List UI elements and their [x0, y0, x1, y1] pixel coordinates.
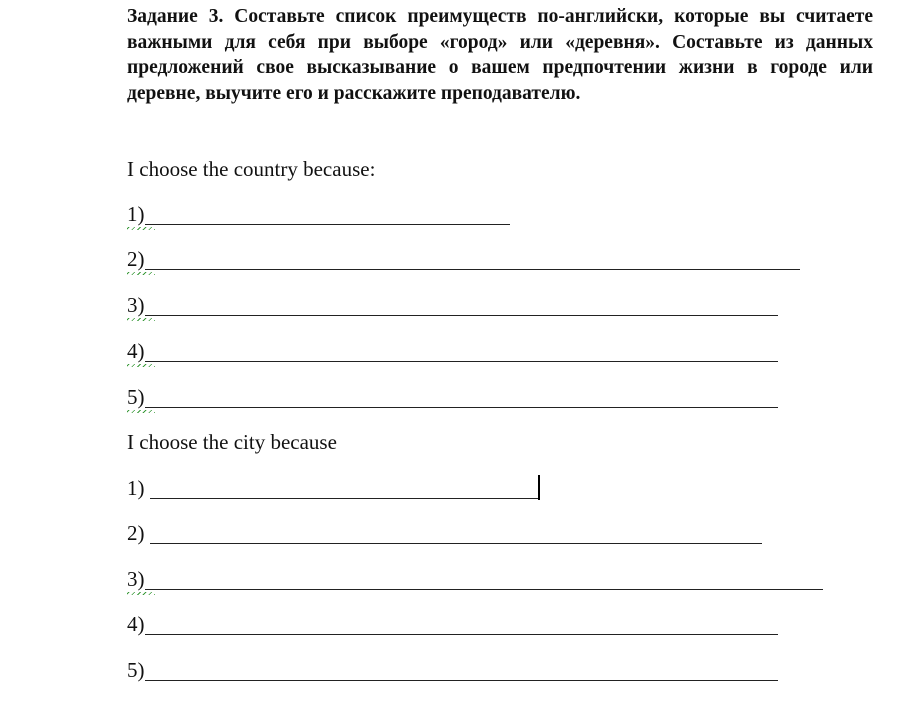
country-answer-3	[127, 291, 778, 317]
city-heading: I choose the city because	[127, 430, 337, 454]
task-text: Составьте список преимуществ по-английски, которые вы считаете важными для себя при выборе «город» или «деревня». Составьте из данных предложений свое высказывание о вашем предпочтении жизни в городе или деревне, выучите его и расскажите преподавателю.	[127, 6, 873, 104]
country-answer-4	[127, 337, 778, 363]
answer-line[interactable]	[145, 339, 778, 362]
answer-line[interactable]	[150, 476, 538, 499]
answer-line[interactable]	[145, 247, 800, 270]
answer-number: 4)	[127, 339, 145, 363]
answer-line[interactable]	[145, 567, 823, 590]
answer-number: 1)	[127, 476, 150, 500]
answer-number: 1)	[127, 202, 145, 226]
city-answer-5	[127, 656, 778, 682]
answer-number: 5)	[127, 385, 145, 409]
answer-line[interactable]	[145, 385, 778, 408]
task-label: Задание 3.	[127, 6, 224, 27]
answer-line[interactable]	[145, 658, 778, 681]
country-heading: I choose the country because:	[127, 157, 376, 181]
answer-line[interactable]	[145, 293, 778, 316]
city-answer-4	[127, 610, 778, 636]
answer-line[interactable]	[150, 521, 762, 544]
city-answer-2	[127, 519, 762, 545]
answer-number: 5)	[127, 658, 145, 682]
answer-number: 4)	[127, 612, 145, 636]
task-instructions	[127, 4, 873, 106]
country-answer-1	[127, 200, 510, 226]
answer-number: 2)	[127, 521, 150, 545]
country-answer-2	[127, 245, 800, 271]
country-answer-5	[127, 383, 778, 409]
answer-line[interactable]	[145, 202, 510, 225]
answer-number: 2)	[127, 247, 145, 271]
city-answer-1	[127, 474, 538, 500]
city-answer-3	[127, 565, 823, 591]
answer-line[interactable]	[145, 612, 778, 635]
text-cursor	[538, 475, 540, 500]
answer-number: 3)	[127, 567, 145, 591]
answer-number: 3)	[127, 293, 145, 317]
